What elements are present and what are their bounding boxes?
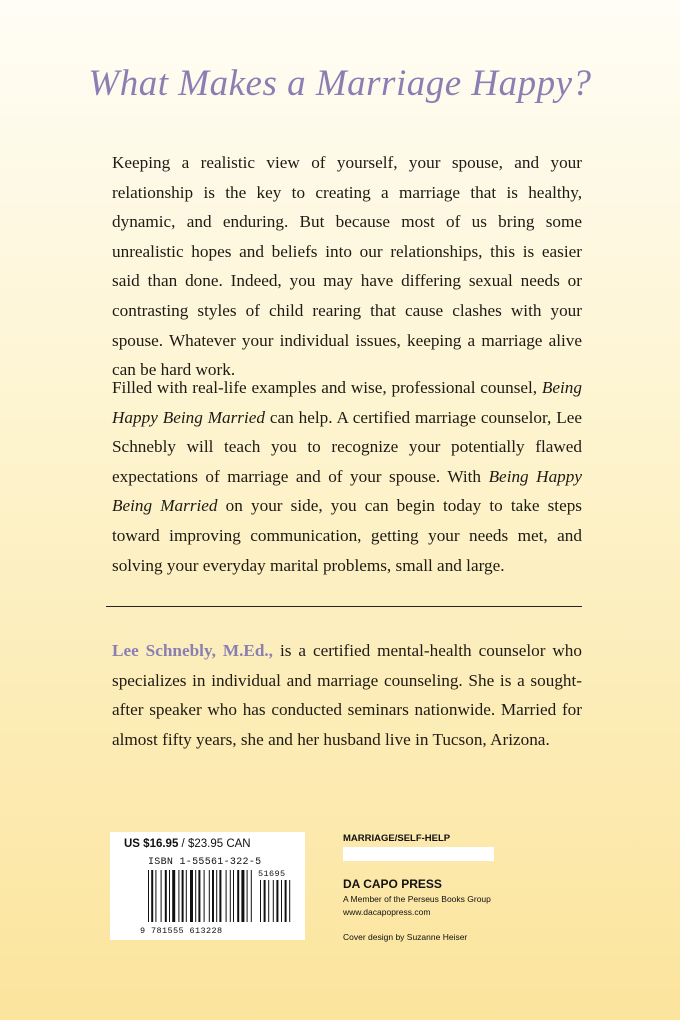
author-bio <box>112 636 582 754</box>
publisher-website: www.dacapopress.com <box>343 907 431 917</box>
paragraph-2-part-2: can help. A certified marriage counselor, Lee Schnebly will teach you to recognize your potentially flawed expectations of marriage and of your spouse. With <box>112 407 582 486</box>
description-paragraph-1: Keeping a realistic view of yourself, your spouse, and your relationship is the key to creating a marriage that is healthy, dynamic, and enduring. But because most of us bring some unrealistic hopes and beliefs into our relationships, this is easier said than done. Indeed, you may have differing sexual needs or contrasting styles of child rearing that cause clashes with your spouse. Whatever your individual issues, keeping a marriage alive can be hard work. <box>112 153 582 380</box>
author-name: Lee Schnebly, M.Ed., <box>112 641 273 660</box>
price-us: US $16.95 <box>124 838 179 850</box>
barcode-icon <box>148 870 298 926</box>
price-can: / $23.95 CAN <box>178 838 251 850</box>
category-label: MARRIAGE/SELF-HELP <box>343 833 451 844</box>
price-label <box>124 838 251 850</box>
barcode-addon-digits: 51695 <box>258 869 286 879</box>
author-bio-text: is a certified mental-health counselor who specializes in individual and marriage counseling. She is a sought-after speaker who has conducted seminars nationwide. Married for almost fifty years, she and her husband live in Tucson, Arizona. <box>112 641 582 749</box>
isbn-number: ISBN 1-55561-322-5 <box>148 857 262 868</box>
paragraph-2-part-3: on your side, you can begin today to take steps toward improving communication, getting your needs met, and solving your everyday marital problems, small and large. <box>112 496 582 575</box>
description-paragraph-2 <box>112 373 582 580</box>
book-title-ref-2: Being Happy Being Married <box>112 466 582 516</box>
paragraph-2-part-1: Filled with real-life examples and wise, professional counsel, <box>112 378 542 397</box>
cover-design-credit: Cover design by Suzanne Heiser <box>343 932 468 942</box>
book-title-ref-1: Being Happy Being Married <box>112 378 582 427</box>
publisher-name: DA CAPO PRESS <box>343 877 442 891</box>
category-bar <box>343 847 494 861</box>
publisher-member-line: A Member of the Perseus Books Group <box>343 894 491 904</box>
barcode-ean-digits: 9 781555 613228 <box>140 926 223 936</box>
barcode-box <box>110 832 305 940</box>
back-cover-title: What Makes a Marriage Happy? <box>88 63 592 104</box>
section-divider <box>106 606 582 607</box>
